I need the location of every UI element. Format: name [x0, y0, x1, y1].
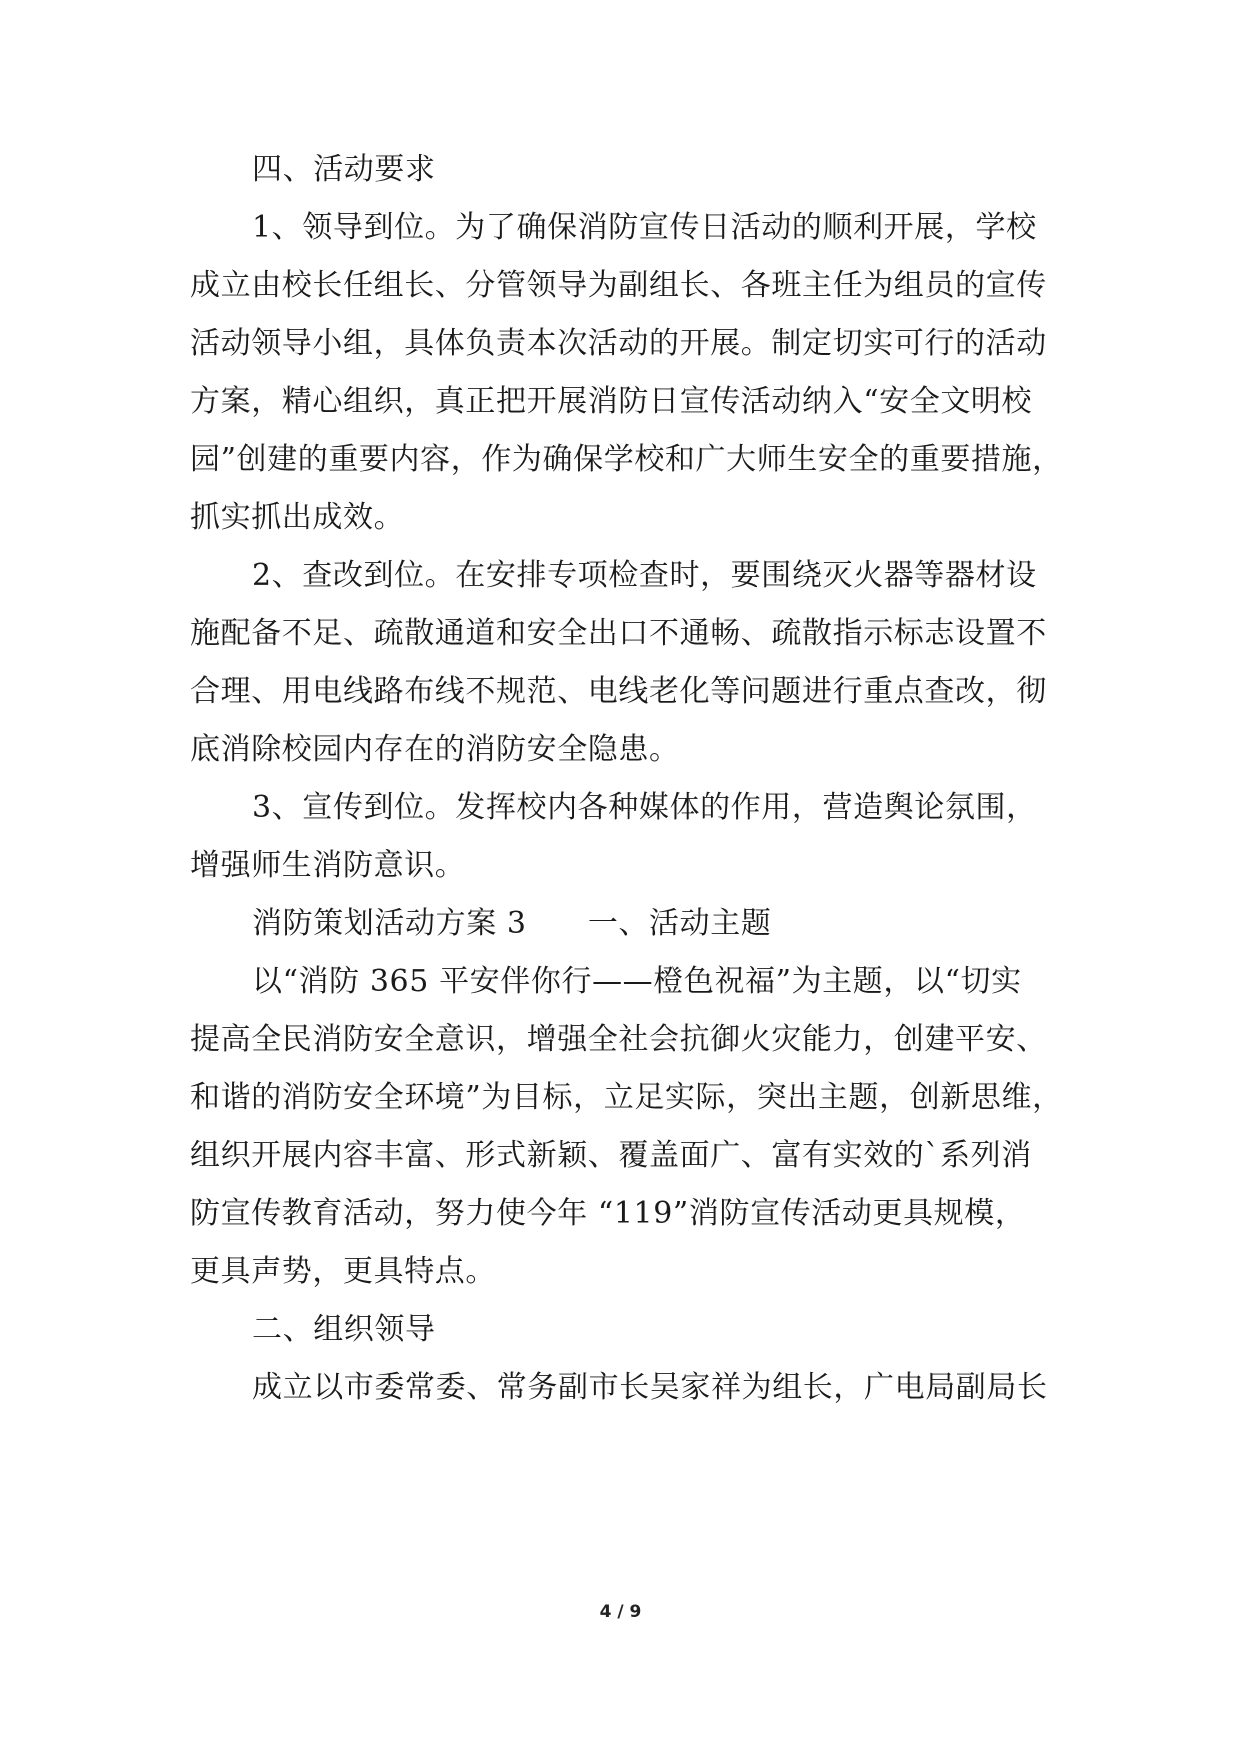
- paragraph-line: 底消除校园内存在的消防安全隐患。: [190, 732, 680, 767]
- paragraph-line: 和谐的消防安全环境”为目标，立足实际，突出主题，创新思维，: [190, 1080, 1063, 1115]
- page-number: 4 / 9: [599, 1602, 642, 1622]
- paragraph-line: 组织开展内容丰富、形式新颖、覆盖面广、富有实效的`系列消: [190, 1138, 1032, 1173]
- section-heading-plan-3: 消防策划活动方案 3 一、活动主题: [252, 906, 772, 941]
- paragraph-line: 1、领导到位。为了确保消防宣传日活动的顺利开展，学校: [252, 210, 1037, 245]
- paragraph-line: 以“消防 365 平安伴你行——橙色祝福”为主题，以“切实: [252, 964, 1022, 999]
- paragraph-line: 活动领导小组，具体负责本次活动的开展。制定切实可行的活动: [190, 326, 1047, 361]
- section-heading-requirements: 四、活动要求: [252, 152, 436, 187]
- paragraph-line: 防宣传教育活动，努力使今年 “119”消防宣传活动更具规模，: [190, 1196, 1026, 1231]
- paragraph-line: 2、查改到位。在安排专项检查时，要围绕灭火器等器材设: [252, 558, 1037, 593]
- paragraph-line: 3、宣传到位。发挥校内各种媒体的作用，营造舆论氛围，: [252, 790, 1037, 825]
- paragraph-line: 提高全民消防安全意识，增强全社会抗御火灾能力，创建平安、: [190, 1022, 1047, 1057]
- paragraph-line: 成立以市委常委、常务副市长吴家祥为组长，广电局副局长: [252, 1370, 1048, 1405]
- paragraph-line: 合理、用电线路布线不规范、电线老化等问题进行重点查改，彻: [190, 674, 1047, 709]
- paragraph-line: 更具声势，更具特点。: [190, 1254, 496, 1289]
- paragraph-line: 抓实抓出成效。: [190, 500, 405, 535]
- paragraph-line: 方案，精心组织，真正把开展消防日宣传活动纳入“安全文明校: [190, 384, 1033, 419]
- section-heading-leadership: 二、组织领导: [252, 1312, 436, 1347]
- paragraph-line: 施配备不足、疏散通道和安全出口不通畅、疏散指示标志设置不: [190, 616, 1047, 651]
- paragraph-line: 成立由校长任组长、分管领导为副组长、各班主任为组员的宣传: [190, 268, 1047, 303]
- paragraph-line: 园”创建的重要内容，作为确保学校和广大师生安全的重要措施，: [190, 442, 1063, 477]
- paragraph-line: 增强师生消防意识。: [190, 848, 466, 883]
